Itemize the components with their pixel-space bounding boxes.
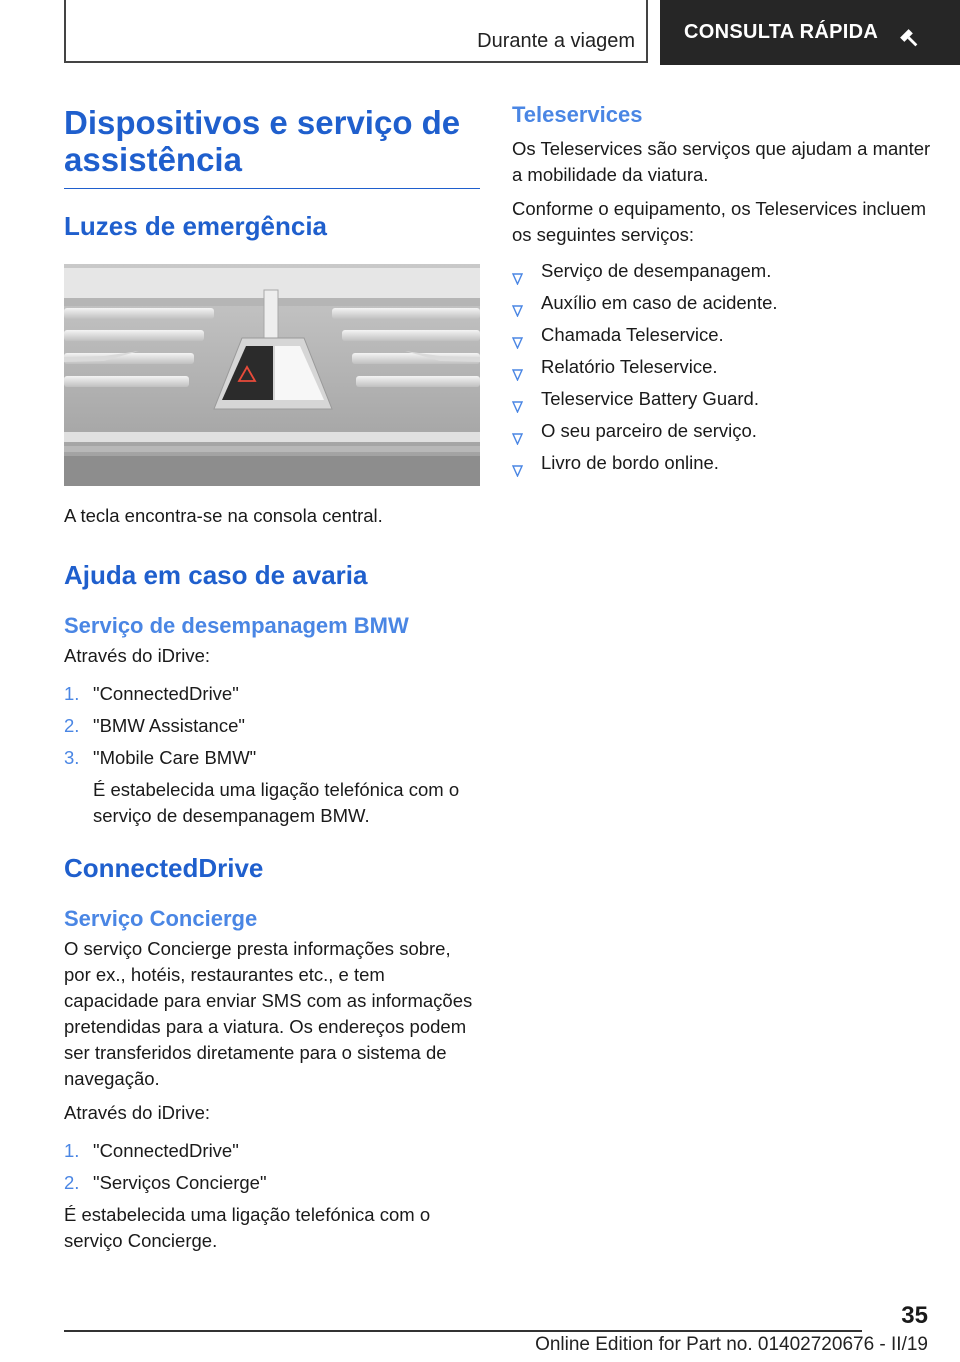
quick-reference-tab-label: CONSULTA RÁPIDA: [684, 21, 879, 43]
idrive-intro: Através do iDrive:: [64, 1102, 210, 1123]
page-title: Dispositivos e serviço de assistência: [64, 104, 480, 189]
triangle-bullet-icon: [512, 458, 523, 484]
list-item: 2. "BMW Assistance": [64, 715, 245, 736]
heading-hazard-lights: Luzes de emergência: [64, 211, 327, 241]
footer-edition: Online Edition for Part no. 01402720676 - II/19: [535, 1334, 928, 1355]
heading-connecteddrive: ConnectedDrive: [64, 853, 264, 883]
idrive-intro: Através do iDrive:: [64, 645, 210, 666]
right-column: [512, 102, 932, 482]
teleservices-intro: Os Teleservices são serviços que ajudam a manter a mobilidade da viatura.: [512, 138, 931, 185]
concierge-description: O serviço Concierge presta informações sobre, por ex., hotéis, restaurantes etc., e tem capacidade para enviar SMS com as informações pretendidas para a viatura. Os endereços podem ser transferidos diretamente para o sistema de navegação.: [64, 938, 473, 1089]
page-number: 35: [901, 1302, 928, 1329]
list-item: Teleservice Battery Guard.: [512, 386, 932, 412]
triangle-bullet-icon: [512, 298, 523, 324]
list-item: 2. "Serviços Concierge": [64, 1172, 267, 1193]
list-item: Chamada Teleservice.: [512, 322, 932, 348]
list-item: Relatório Teleservice.: [512, 354, 932, 380]
quick-reference-tab[interactable]: [660, 0, 960, 65]
teleservices-includes: Conforme o equipamento, os Teleservices incluem os seguintes serviços:: [512, 198, 927, 245]
figure-caption: A tecla encontra-se na consola central.: [64, 505, 383, 526]
subheading-concierge-service: Serviço Concierge: [64, 906, 258, 931]
heading-teleservices: Teleservices: [512, 102, 643, 127]
triangle-bullet-icon: [512, 266, 523, 292]
triangle-bullet-icon: [512, 330, 523, 356]
triangle-bullet-icon: [512, 394, 523, 420]
heading-breakdown-help: Ajuda em caso de avaria: [64, 560, 368, 590]
list-item: Serviço de desempanagem.: [512, 258, 932, 284]
concierge-steps: [64, 1138, 480, 1196]
list-item: 1. "ConnectedDrive": [64, 683, 239, 704]
hazard-button-figure: [64, 264, 480, 491]
triangle-bullet-icon: [512, 426, 523, 452]
footer-divider: [64, 1330, 862, 1332]
list-item: Auxílio em caso de acidente.: [512, 290, 932, 316]
concierge-outro: É estabelecida uma ligação telefónica com o serviço Concierge.: [64, 1204, 431, 1251]
triangle-bullet-icon: [512, 362, 523, 388]
left-column: [64, 104, 480, 1254]
subheading-bmw-breakdown-service: Serviço de desempanagem BMW: [64, 613, 409, 638]
header-section-label: Durante a viagem: [477, 30, 635, 52]
list-item: O seu parceiro de serviço.: [512, 418, 932, 444]
breakdown-steps: [64, 681, 480, 829]
hammer-icon: [900, 29, 920, 54]
list-item: 3. "Mobile Care BMW" É estabelecida uma ligação telefónica com o serviço de desempanagem BMW.: [64, 747, 460, 826]
teleservices-list: [512, 258, 932, 476]
list-item: Livro de bordo online.: [512, 450, 932, 476]
list-item: 1. "ConnectedDrive": [64, 1140, 239, 1161]
